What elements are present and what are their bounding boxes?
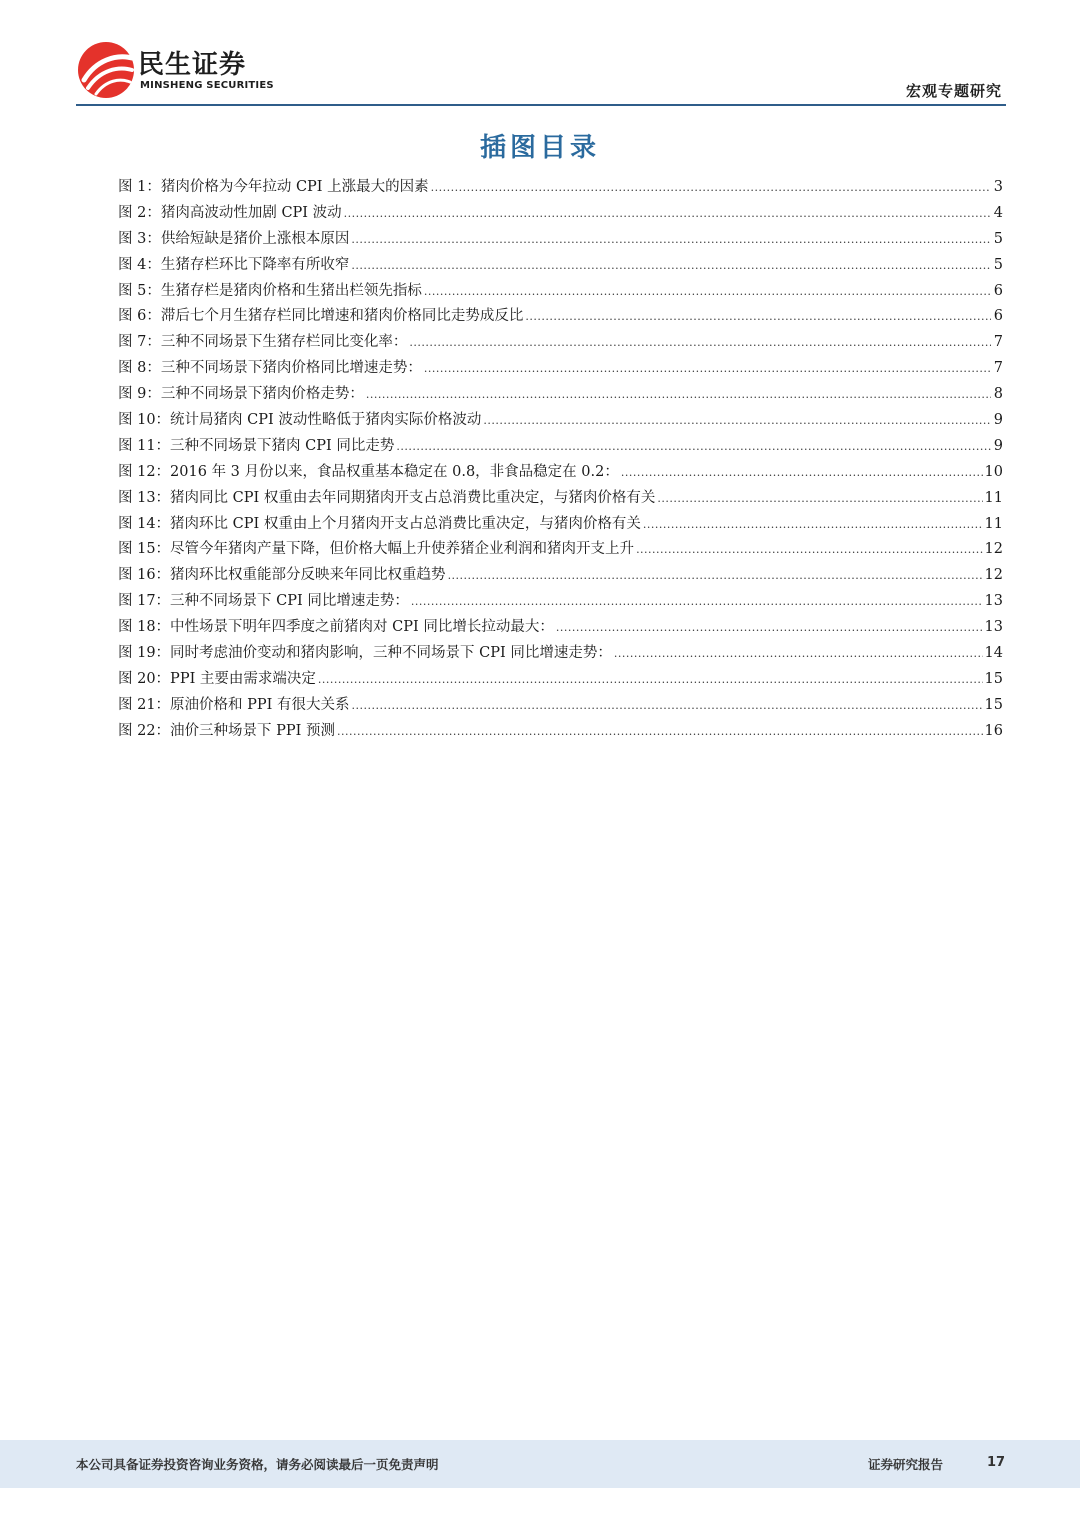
toc-dot-leader bbox=[366, 382, 991, 408]
toc-dot-leader bbox=[318, 667, 983, 693]
minsheng-logo-icon bbox=[76, 40, 136, 100]
toc-entry-page: 15 bbox=[984, 696, 1003, 713]
toc-dot-leader bbox=[657, 486, 982, 512]
document-type: 宏观专题研究 bbox=[905, 82, 1002, 100]
toc-entry[interactable] bbox=[118, 693, 1003, 719]
toc-entry[interactable] bbox=[118, 253, 1003, 279]
toc-entry[interactable] bbox=[118, 382, 1003, 408]
toc-entry[interactable] bbox=[118, 304, 1003, 330]
toc-entry-page: 15 bbox=[984, 670, 1003, 687]
toc-entry[interactable] bbox=[118, 719, 1003, 745]
toc-dot-leader bbox=[556, 615, 983, 641]
toc-entry-page: 13 bbox=[984, 619, 1003, 636]
toc-entry-label: 图 4：生猪存栏环比下降率有所收窄 bbox=[118, 256, 350, 273]
toc-entry-label: 图 1：猪肉价格为今年拉动 CPI 上涨最大的因素 bbox=[118, 179, 429, 195]
toc-entry-page: 10 bbox=[984, 463, 1003, 480]
toc-entry[interactable] bbox=[118, 512, 1003, 538]
toc-entry-label: 图 13：猪肉同比 CPI 权重由去年同期猪肉开支占总消费比重决定，与猪肉价格有关 bbox=[118, 489, 656, 506]
page-number: 17 bbox=[987, 1455, 1006, 1470]
toc-entry[interactable] bbox=[118, 330, 1003, 356]
toc-entry-page: 5 bbox=[993, 230, 1003, 247]
toc-entry[interactable] bbox=[118, 408, 1003, 434]
toc-entry-page: 6 bbox=[993, 282, 1003, 299]
toc-dot-leader bbox=[351, 253, 991, 279]
toc-entry-label: 图 17：三种不同场景下 CPI 同比增速走势： bbox=[118, 593, 409, 610]
toc-dot-leader bbox=[636, 537, 982, 563]
toc-dot-leader bbox=[411, 589, 983, 615]
page-header bbox=[0, 0, 1080, 110]
toc-dot-leader bbox=[337, 719, 983, 745]
toc-entry[interactable] bbox=[118, 175, 1003, 201]
toc-dot-leader bbox=[431, 175, 991, 201]
toc-dot-leader bbox=[344, 201, 991, 227]
toc-entry-page: 9 bbox=[993, 437, 1003, 454]
toc-dot-leader bbox=[448, 563, 983, 589]
toc-entry-label: 图 10：统计局猪肉 CPI 波动性略低于猪肉实际价格波动 bbox=[118, 412, 482, 429]
header-divider bbox=[76, 104, 1006, 106]
toc-entry-page: 14 bbox=[984, 645, 1003, 662]
toc-entry-label: 图 3：供给短缺是猪价上涨根本原因 bbox=[118, 230, 350, 247]
toc-title: 插图目录 bbox=[479, 133, 600, 163]
toc-entry-label: 图 6：滞后七个月生猪存栏同比增速和猪肉价格同比走势成反比 bbox=[118, 308, 524, 325]
toc-entry-label: 图 7：三种不同场景下生猪存栏同比变化率： bbox=[118, 334, 408, 351]
toc-entry-label: 图 9：三种不同场景下猪肉价格走势： bbox=[118, 386, 364, 403]
brand-name-en: MINSHENG SECURITIES bbox=[140, 80, 274, 91]
toc-entry[interactable] bbox=[118, 201, 1003, 227]
toc-entry-page: 7 bbox=[993, 360, 1003, 377]
toc-entry-label: 图 22：油价三种场景下 PPI 预测 bbox=[118, 722, 336, 739]
toc-entry-page: 8 bbox=[993, 386, 1003, 403]
toc-entry-label: 图 20：PPI 主要由需求端决定 bbox=[118, 670, 316, 687]
toc-entry[interactable] bbox=[118, 356, 1003, 382]
toc-entry-page: 3 bbox=[993, 179, 1003, 195]
toc-entry-page: 16 bbox=[984, 722, 1003, 739]
toc-entry[interactable] bbox=[118, 537, 1003, 563]
brand-name-cn: 民生证券 bbox=[138, 50, 247, 80]
toc-dot-leader bbox=[352, 693, 983, 719]
toc-entry-page: 5 bbox=[993, 256, 1003, 273]
toc-entry-label: 图 11：三种不同场景下猪肉 CPI 同比走势 bbox=[118, 437, 395, 454]
toc-entry[interactable] bbox=[118, 434, 1003, 460]
footer-report-type: 证券研究报告 bbox=[868, 1457, 944, 1472]
toc-entry[interactable] bbox=[118, 460, 1003, 486]
toc-dot-leader bbox=[396, 434, 991, 460]
toc-entry-label: 图 18：中性场景下明年四季度之前猪肉对 CPI 同比增长拉动最大： bbox=[118, 619, 554, 636]
toc-entry-page: 12 bbox=[984, 541, 1003, 558]
toc-entry-label: 图 21：原油价格和 PPI 有很大关系 bbox=[118, 696, 350, 713]
toc-dot-leader bbox=[621, 460, 983, 486]
toc-entry-page: 9 bbox=[993, 412, 1003, 429]
toc-dot-leader bbox=[351, 227, 991, 253]
toc-entry-label: 图 8：三种不同场景下猪肉价格同比增速走势： bbox=[118, 360, 422, 377]
toc-dot-leader bbox=[483, 408, 991, 434]
toc-entry[interactable] bbox=[118, 615, 1003, 641]
toc-entry[interactable] bbox=[118, 563, 1003, 589]
toc-entry-page: 12 bbox=[984, 567, 1003, 584]
toc-entry-page: 6 bbox=[993, 308, 1003, 325]
toc-entry[interactable] bbox=[118, 641, 1003, 667]
toc-entry-label: 图 19：同时考虑油价变动和猪肉影响，三种不同场景下 CPI 同比增速走势： bbox=[118, 645, 612, 662]
toc-entry-page: 11 bbox=[984, 515, 1003, 532]
toc-entry-label: 图 5：生猪存栏是猪肉价格和生猪出栏领先指标 bbox=[118, 282, 422, 299]
toc-entry-page: 13 bbox=[984, 593, 1003, 610]
toc-dot-leader bbox=[424, 356, 991, 382]
toc-entry[interactable] bbox=[118, 486, 1003, 512]
toc-entry-label: 图 14：猪肉环比 CPI 权重由上个月猪肉开支占总消费比重决定，与猪肉价格有关 bbox=[118, 515, 641, 532]
toc-dot-leader bbox=[409, 330, 991, 356]
toc-entry-label: 图 2：猪肉高波动性加剧 CPI 波动 bbox=[118, 204, 342, 221]
toc-entry[interactable] bbox=[118, 589, 1003, 615]
toc-entry-page: 11 bbox=[984, 489, 1003, 506]
toc-dot-leader bbox=[525, 304, 991, 330]
footer-disclaimer: 本公司具备证券投资咨询业务资格，请务必阅读最后一页免责声明 bbox=[76, 1457, 439, 1472]
toc-entry-label: 图 15：尽管今年猪肉产量下降，但价格大幅上升使养猪企业利润和猪肉开支上升 bbox=[118, 541, 635, 558]
toc-entry-label: 图 12：2016 年 3 月份以来，食品权重基本稳定在 0.8，非食品稳定在 0.2： bbox=[118, 463, 619, 480]
page-footer bbox=[0, 1440, 1080, 1488]
toc-entry-label: 图 16：猪肉环比权重能部分反映来年同比权重趋势 bbox=[118, 567, 446, 584]
toc-dot-leader bbox=[614, 641, 983, 667]
toc-dot-leader bbox=[424, 279, 991, 305]
toc-entry-page: 7 bbox=[993, 334, 1003, 351]
toc-entry[interactable] bbox=[118, 667, 1003, 693]
figure-toc-list bbox=[118, 175, 1003, 745]
toc-entry-page: 4 bbox=[993, 204, 1003, 221]
toc-entry[interactable] bbox=[118, 279, 1003, 305]
toc-entry[interactable] bbox=[118, 227, 1003, 253]
toc-dot-leader bbox=[643, 512, 983, 538]
